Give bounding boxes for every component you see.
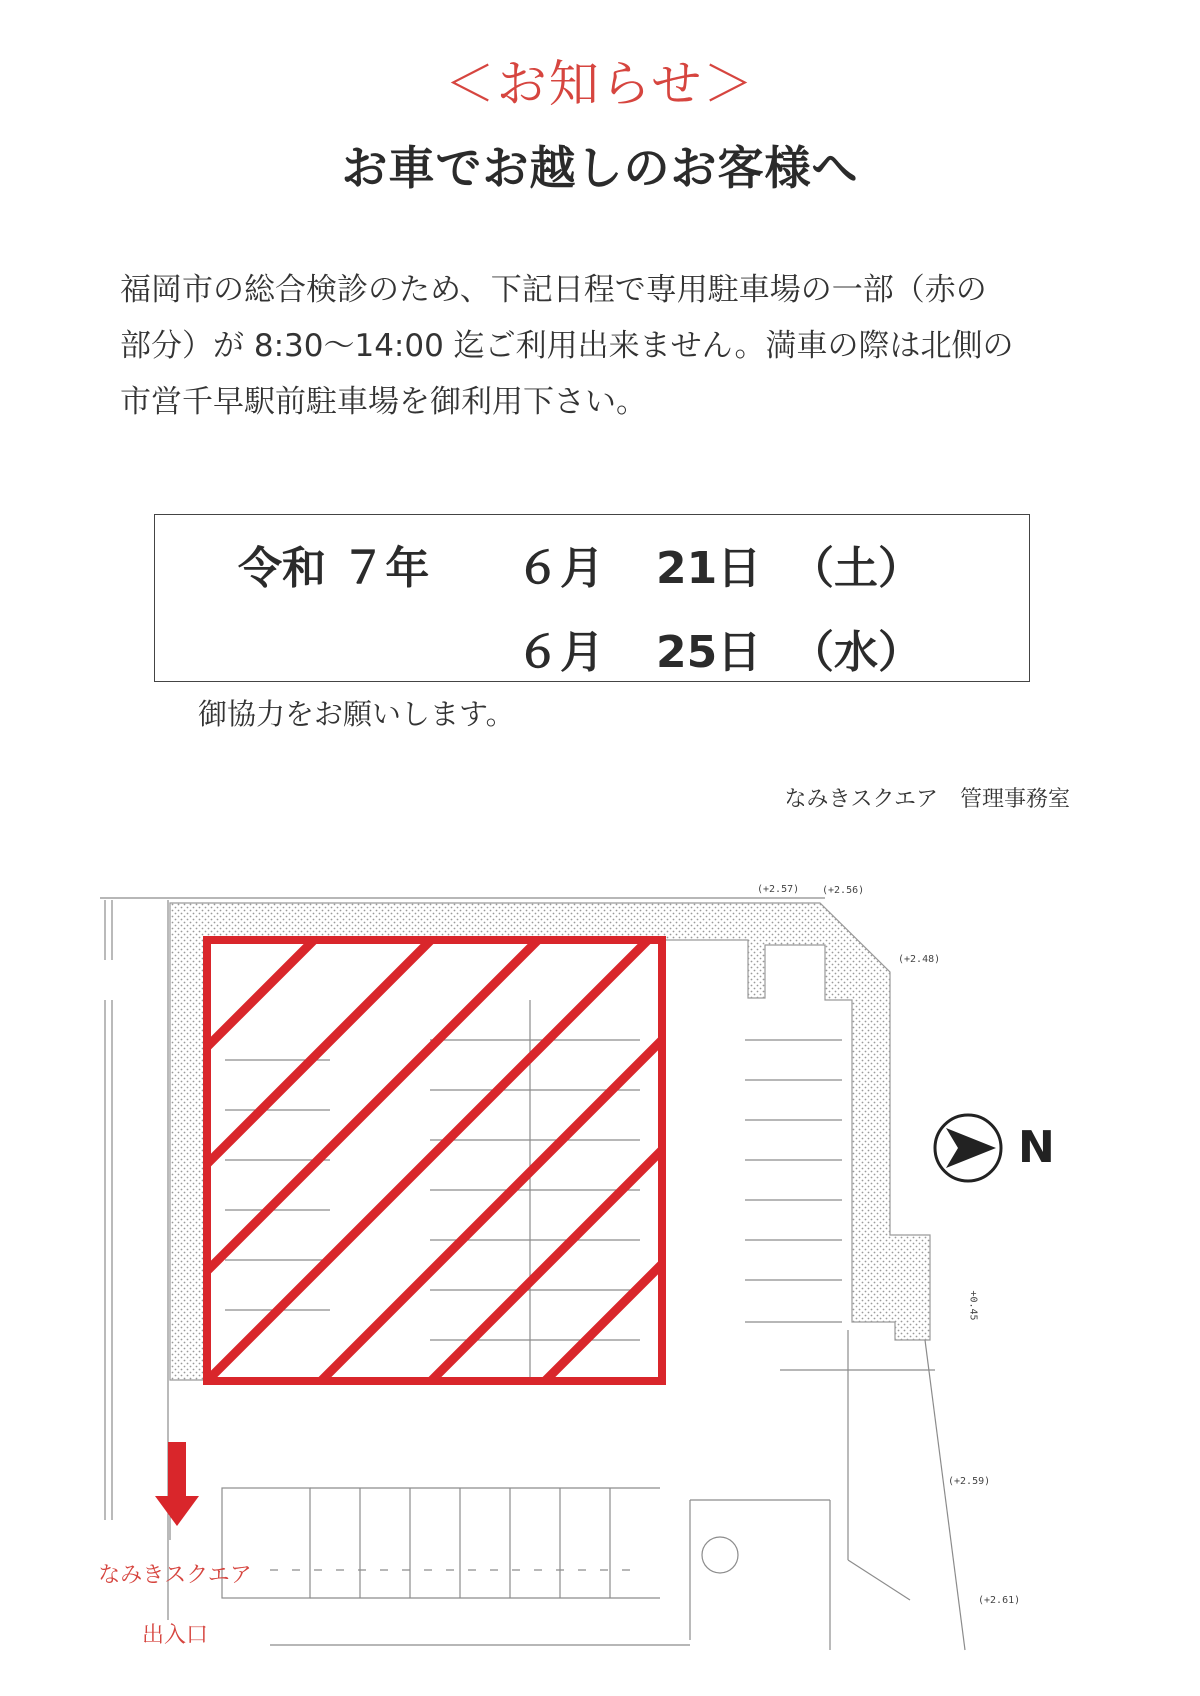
schedule-date-2-weekday: （水） [790, 627, 922, 678]
notice-heading: ＜お知らせ＞ [444, 55, 756, 113]
entrance-arrow-icon [155, 1442, 199, 1526]
schedule-date-1-weekday: （土） [790, 543, 922, 594]
elevation-label: (+2.56) [822, 885, 865, 896]
elevation-label: (+2.48) [898, 954, 941, 965]
elevation-label: (+2.59) [948, 1476, 991, 1487]
elevation-label: (+2.57) [757, 884, 800, 895]
north-label: N [1018, 1122, 1055, 1173]
restricted-zone [207, 918, 670, 1386]
notice-paragraph-line-1: 福岡市の総合検診のため、下記日程で専用駐車場の一部（赤の [120, 272, 987, 308]
north-arrow-icon [935, 1115, 1001, 1181]
elevation-label: (+2.61) [978, 1595, 1021, 1606]
elevation-label: +0.45 [967, 1290, 979, 1321]
schedule-date-2-day: 25日 [656, 627, 762, 678]
schedule-date-1-day: 21日 [656, 543, 762, 594]
office-signature: なみきスクエア 管理事務室 [784, 787, 1070, 812]
entrance-label-line-2: 出入口 [141, 1623, 208, 1648]
entrance-label-line-1: なみきスクエア [98, 1563, 252, 1588]
schedule-date-1-month: ６月 [516, 543, 604, 594]
schedule-date-2-month: ６月 [516, 627, 604, 678]
notice-paragraph-line-2: 部分）が 8:30〜14:00 迄ご利用出来ません。満車の際は北側の [120, 328, 1014, 364]
thanks-message: 御協力をお願いします。 [198, 697, 515, 731]
page-title: お車でお越しのお客様へ [341, 141, 859, 195]
notice-paragraph-line-3: 市営千早駅前駐車場を御利用下さい。 [120, 384, 647, 420]
schedule-era-year: 令和 ７年 [238, 543, 430, 594]
